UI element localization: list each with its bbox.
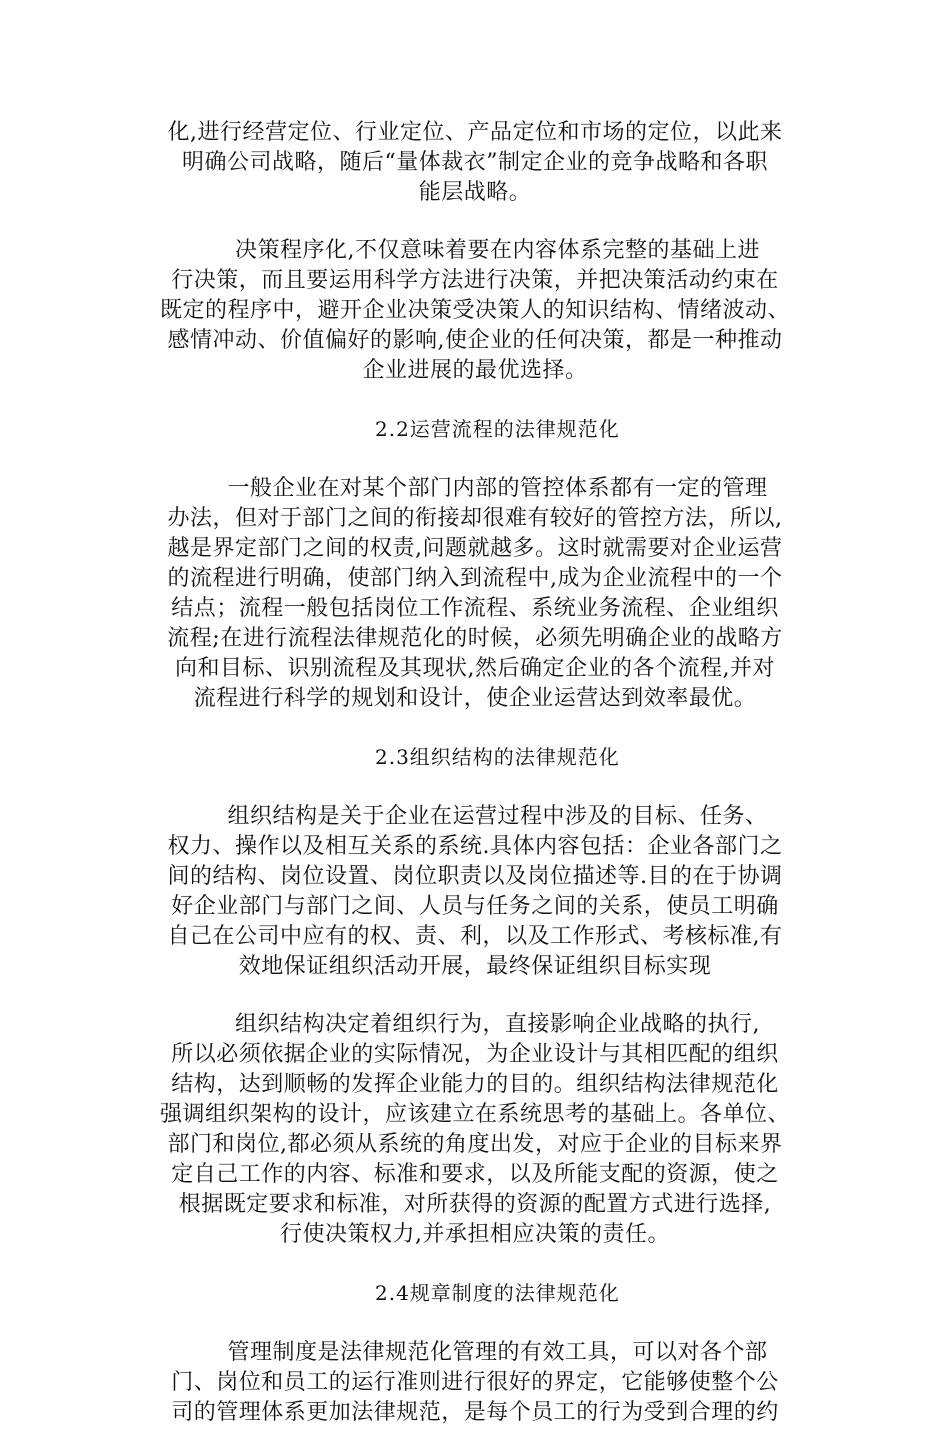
paragraph-line: 司的管理体系更加法律规范，是每个员工的行为受到合理的约: [171, 1400, 779, 1425]
document-body: [140, 118, 810, 1456]
paragraph-line: 组织结构是关于企业在运营过程中涉及的目标、任务、: [182, 804, 768, 829]
paragraph-line: 结点；流程一般包括岗位工作流程、系统业务流程、企业组织: [171, 596, 779, 621]
paragraph-line: 间的结构、岗位设置、岗位职责以及岗位描述等.目的在于协调: [167, 864, 783, 889]
paragraph-line: 既定的程序中，避开企业决策受决策人的知识结构、情绪波动、: [159, 298, 790, 323]
paragraph-line: 好企业部门与部门之间、人员与任务之间的关系，使员工明确: [171, 894, 779, 919]
paragraph: [140, 474, 810, 714]
paragraph-line: 根据既定要求和标准，对所获得的资源的配置方式进行选择,: [178, 1192, 772, 1217]
paragraph-line: 的流程进行明确，使部门纳入到流程中,成为企业流程中的一个: [167, 566, 783, 591]
paragraph-line: 决策程序化,不仅意味着要在内容体系完整的基础上进: [190, 238, 760, 263]
paragraph-line: 效地保证组织活动开展，最终保证组织目标实现: [238, 954, 712, 979]
section-heading: 2.3组织结构的法律规范化: [375, 745, 620, 769]
paragraph-line: 化,进行经营定位、行业定位、产品定位和市场的定位，以此来: [167, 120, 783, 145]
paragraph-line: 流程进行科学的规划和设计，使企业运营达到效率最优。: [193, 686, 757, 711]
paragraph-line: 权力、操作以及相互关系的系统.具体内容包括：企业各部门之: [167, 834, 783, 859]
paragraph-line: 结构，达到顺畅的发挥企业能力的目的。组织结构法律规范化: [171, 1072, 779, 1097]
paragraph-line: 感情冲动、价值偏好的影响,使企业的任何决策，都是一种推动: [167, 328, 783, 353]
paragraph-line: 自己在公司中应有的权、责、利，以及工作形式、考核标准,有: [167, 924, 783, 949]
paragraph-line: 所以必须依据企业的实际情况，为企业设计与其相匹配的组织: [171, 1042, 779, 1067]
paragraph-line: 向和目标、识别流程及其现状,然后确定企业的各个流程,并对: [175, 656, 775, 681]
paragraph-line: 企业进展的最优选择。: [362, 358, 588, 383]
paragraph-line: 能层战略。: [418, 180, 532, 205]
paragraph-line: 定自己工作的内容、标准和要求，以及所能支配的资源，使之: [171, 1162, 779, 1187]
paragraph-line: 办法，但对于部门之间的衔接却很难有较好的管控方法，所以,: [167, 506, 783, 531]
paragraph: [140, 802, 810, 982]
paragraph-line: 行使决策权力,并承担相应决策的责任。: [280, 1222, 670, 1247]
paragraph-line: 越是界定部门之间的权责,问题就越多。这时就需要对企业运营: [167, 536, 783, 561]
paragraph-line: 部门和岗位,都必须从系统的角度出发，对应于企业的目标来界: [167, 1132, 783, 1157]
paragraph-line: 组织结构决定着组织行为，直接影响企业战略的执行,: [190, 1012, 760, 1037]
paragraph-line: 强调组织架构的设计，应该建立在系统思考的基础上。各单位、: [159, 1102, 790, 1127]
section-heading: 2.2运营流程的法律规范化: [375, 417, 620, 441]
paragraph-line: 管理制度是法律规范化管理的有效工具，可以对各个部: [182, 1340, 768, 1365]
paragraph: [140, 1010, 810, 1250]
paragraph-line: 一般企业在对某个部门内部的管控体系都有一定的管理: [182, 476, 768, 501]
paragraph-line: 行决策，而且要运用科学方法进行决策，并把决策活动约束在: [171, 268, 779, 293]
paragraph-line: 明确公司战略，随后“量体裁衣”制定企业的竞争战略和各职: [182, 150, 768, 175]
paragraph-line: 门、岗位和员工的运行准则进行很好的界定，它能够使整个公: [171, 1370, 779, 1395]
paragraph: [140, 236, 810, 386]
section-heading: 2.4规章制度的法律规范化: [375, 1281, 620, 1305]
paragraph: [140, 118, 810, 208]
paragraph: [140, 1338, 810, 1428]
paragraph-line: 流程;在进行流程法律规范化的时候，必须先明确企业的战略方: [167, 626, 783, 651]
